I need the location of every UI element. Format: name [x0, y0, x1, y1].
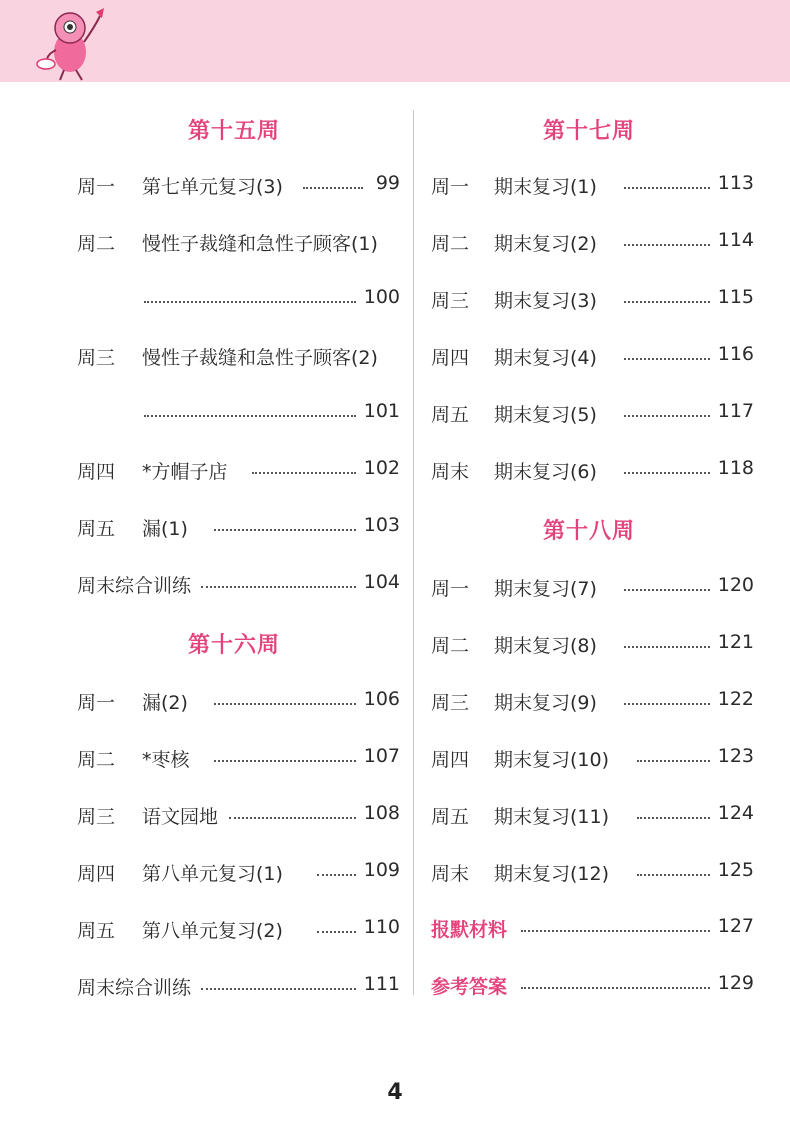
toc-page: 117 [717, 400, 754, 422]
toc-row[interactable] [431, 400, 754, 426]
leader-dots [624, 295, 710, 303]
leader-dots [637, 811, 710, 819]
toc-day: 周四 [77, 461, 116, 483]
toc-day: 周二 [431, 635, 470, 657]
toc-title: 漏(1) [142, 518, 188, 540]
toc-row[interactable] [431, 172, 754, 198]
toc-title: 慢性子裁缝和急性子顾客(1) [142, 233, 378, 255]
toc-day: 周末 [431, 863, 470, 885]
toc-day: 周末 [431, 461, 470, 483]
toc-day: 周二 [77, 749, 116, 771]
leader-dots [317, 925, 356, 933]
toc-row[interactable] [431, 343, 754, 369]
toc-row[interactable] [77, 688, 400, 714]
leader-dots [214, 754, 356, 762]
toc-row[interactable] [77, 514, 400, 540]
toc-row[interactable] [77, 571, 400, 597]
toc-page: 121 [717, 631, 754, 653]
leader-dots [144, 409, 356, 417]
toc-page: 104 [363, 571, 400, 593]
toc-title: 期末复习(8) [494, 635, 597, 657]
toc-page: 110 [363, 916, 400, 938]
toc-page: 108 [363, 802, 400, 824]
toc-day: 周二 [431, 233, 470, 255]
toc-day: 周三 [431, 692, 470, 714]
toc-page: 102 [363, 457, 400, 479]
leader-dots [201, 982, 356, 990]
toc-title: 报默材料 [431, 919, 508, 941]
leader-dots [252, 466, 356, 474]
week-heading: 第十六周 [188, 633, 281, 658]
toc-row[interactable] [77, 343, 400, 369]
toc-title: 期末复习(7) [494, 578, 597, 600]
toc-title: 期末复习(9) [494, 692, 597, 714]
toc-title: 期末复习(1) [494, 176, 597, 198]
column-divider [413, 110, 414, 995]
toc-row-continuation[interactable] [77, 400, 400, 426]
toc-row[interactable] [77, 457, 400, 483]
toc-title: 期末复习(11) [494, 806, 610, 828]
toc-page: 107 [363, 745, 400, 767]
toc-row[interactable] [77, 745, 400, 771]
toc-title: 期末复习(4) [494, 347, 597, 369]
toc-day: 周一 [431, 176, 470, 198]
toc-title: 参考答案 [431, 976, 508, 998]
toc-page: 122 [717, 688, 754, 710]
toc-title: 期末复习(12) [494, 863, 610, 885]
toc-page: 106 [363, 688, 400, 710]
week-heading: 第十八周 [543, 519, 636, 544]
toc-page: 114 [717, 229, 754, 251]
toc-day: 周五 [77, 920, 116, 942]
toc-page: 115 [717, 286, 754, 308]
leader-dots [214, 523, 356, 531]
toc-title: 期末复习(10) [494, 749, 610, 771]
toc-page: 129 [717, 972, 754, 994]
toc-page: 118 [717, 457, 754, 479]
toc-page: 99 [375, 172, 400, 194]
toc-page: 123 [717, 745, 754, 767]
toc-row[interactable] [431, 229, 754, 255]
toc-row[interactable] [431, 688, 754, 714]
toc-page: 113 [717, 172, 754, 194]
toc-row[interactable] [77, 229, 400, 255]
toc-title: *方帽子店 [142, 461, 228, 483]
toc-row[interactable] [431, 745, 754, 771]
toc-row-extra[interactable] [431, 915, 754, 941]
toc-row[interactable] [431, 631, 754, 657]
toc-day: 周五 [431, 806, 470, 828]
toc-day: 周一 [77, 176, 116, 198]
toc-page: 109 [363, 859, 400, 881]
toc-day: 周五 [431, 404, 470, 426]
toc-row[interactable] [77, 973, 400, 999]
leader-dots [303, 181, 363, 189]
toc-day: 周一 [77, 692, 116, 714]
page-number: 4 [387, 1080, 403, 1105]
toc-row[interactable] [431, 859, 754, 885]
toc-title: 期末复习(5) [494, 404, 597, 426]
toc-day: 周五 [77, 518, 116, 540]
toc-row-continuation[interactable] [77, 286, 400, 312]
toc-page: 103 [363, 514, 400, 536]
toc-day: 周三 [77, 806, 116, 828]
toc-title: 漏(2) [142, 692, 188, 714]
toc-title: 期末复习(3) [494, 290, 597, 312]
toc-page: 100 [363, 286, 400, 308]
toc-page: 125 [717, 859, 754, 881]
toc-day: 周三 [77, 347, 116, 369]
leader-dots [521, 981, 710, 989]
leader-dots [214, 697, 356, 705]
toc-row[interactable] [77, 916, 400, 942]
toc-row[interactable] [431, 574, 754, 600]
leader-dots [624, 640, 710, 648]
toc-title: *枣核 [142, 749, 190, 771]
leader-dots [624, 466, 710, 474]
leader-dots [521, 924, 710, 932]
toc-day: 周四 [431, 749, 470, 771]
leader-dots [624, 352, 710, 360]
leader-dots [624, 409, 710, 417]
toc-title: 期末复习(2) [494, 233, 597, 255]
week-heading: 第十七周 [543, 119, 636, 144]
leader-dots [144, 295, 356, 303]
leader-dots [317, 868, 356, 876]
toc-row[interactable] [77, 859, 400, 885]
leader-dots [637, 868, 710, 876]
toc-row[interactable] [431, 286, 754, 312]
toc-title: 第七单元复习(3) [142, 176, 283, 198]
toc-day: 周二 [77, 233, 116, 255]
leader-dots [201, 580, 356, 588]
toc-day: 周四 [77, 863, 116, 885]
header-banner [0, 0, 790, 82]
toc-day: 周三 [431, 290, 470, 312]
toc-page: 116 [717, 343, 754, 365]
toc-title: 期末复习(6) [494, 461, 597, 483]
toc-title: 慢性子裁缝和急性子顾客(2) [142, 347, 378, 369]
toc-day: 周一 [431, 578, 470, 600]
toc-page: 120 [717, 574, 754, 596]
toc-title: 第八单元复习(2) [142, 920, 283, 942]
leader-dots [624, 238, 710, 246]
toc-row-extra[interactable] [431, 972, 754, 998]
toc-page: 124 [717, 802, 754, 824]
week-heading: 第十五周 [188, 119, 281, 144]
toc-page: 111 [363, 973, 400, 995]
toc-page: 101 [363, 400, 400, 422]
toc-row[interactable] [431, 802, 754, 828]
leader-dots [624, 181, 710, 189]
leader-dots [637, 754, 710, 762]
toc-row[interactable] [77, 802, 400, 828]
mascot-icon [30, 2, 110, 82]
toc-title: 第八单元复习(1) [142, 863, 283, 885]
toc-day: 周末综合训练 [77, 575, 192, 597]
toc-title: 语文园地 [142, 806, 219, 828]
leader-dots [624, 697, 710, 705]
toc-day: 周末综合训练 [77, 977, 192, 999]
toc-row[interactable] [431, 457, 754, 483]
toc-day: 周四 [431, 347, 470, 369]
leader-dots [624, 583, 710, 591]
leader-dots [229, 811, 356, 819]
toc-row[interactable] [77, 172, 400, 198]
toc-page: 127 [717, 915, 754, 937]
